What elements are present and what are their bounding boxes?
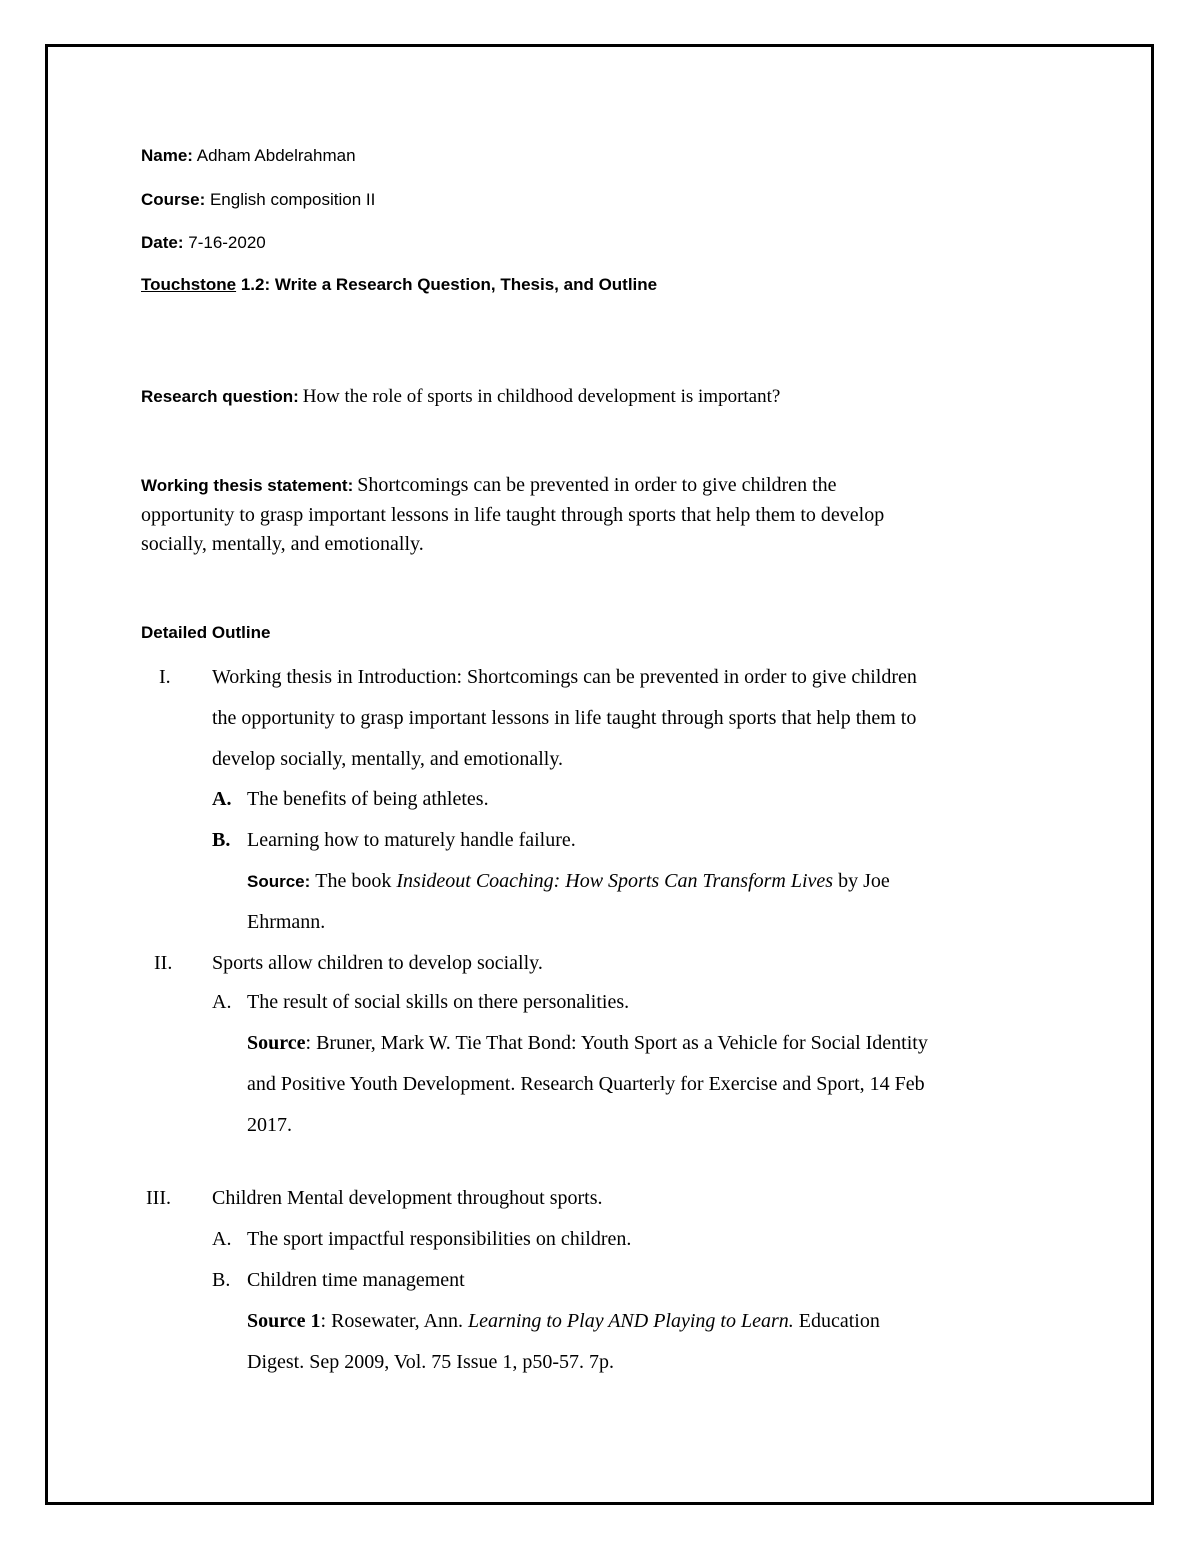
section-3-b-letter: B. (212, 1269, 231, 1291)
section-1-line-1: Working thesis in Introduction: Shortcomings can be prevented in order to give children (212, 666, 917, 688)
section-3-number: III. (146, 1187, 171, 1209)
section-2-a-letter: A. (212, 991, 232, 1013)
section-3-title: Children Mental development throughout sports. (212, 1187, 603, 1209)
section-2-source (247, 1032, 928, 1055)
section-2-source-line-2: and Positive Youth Development. Research Quarterly for Exercise and Sport, 14 Feb (247, 1073, 925, 1095)
touchstone-title: : Write a Research Question, Thesis, and Outline (264, 275, 658, 294)
section-3-a-letter: A. (212, 1228, 232, 1250)
section-2-title: Sports allow children to develop socially. (212, 952, 543, 974)
section-3-a-text: The sport impactful responsibilities on children. (247, 1228, 632, 1250)
section-2-a-text: The result of social skills on there personalities. (247, 991, 630, 1013)
section-1-b-text: Learning how to maturely handle failure. (247, 829, 576, 851)
date-label: Date: (141, 233, 184, 252)
section-1-source-post: by Joe (838, 870, 890, 892)
touchstone-link[interactable]: Touchstone (141, 275, 237, 294)
section-3-source-pre: : Rosewater, Ann. (320, 1310, 464, 1332)
section-1-number: I. (159, 666, 171, 688)
section-1-source-title: Insideout Coaching: How Sports Can Transform Lives (396, 870, 834, 892)
course-label: Course: (141, 190, 206, 209)
thesis-text-1: Shortcomings can be prevented in order to give children the (357, 474, 837, 496)
course-value: English composition II (209, 190, 376, 209)
section-3-b-text: Children time management (247, 1269, 465, 1291)
section-1-source-label: Source: (247, 872, 311, 891)
research-question (141, 386, 780, 408)
section-3-source-title: Learning to Play AND Playing to Learn. (468, 1310, 794, 1332)
name-value: Adham Abdelrahman (196, 146, 356, 165)
touchstone-number: 1.2 (240, 275, 265, 294)
section-3-source (247, 1310, 880, 1333)
section-2-source-label: Source (247, 1032, 306, 1054)
section-3-source-label: Source 1 (247, 1310, 321, 1332)
section-1-a-text: The benefits of being athletes. (247, 788, 489, 810)
name-label: Name: (141, 146, 193, 165)
section-2-source-line-3: 2017. (247, 1114, 292, 1136)
thesis-text-2: opportunity to grasp important lessons in life taught through sports that help them to develop (141, 504, 885, 526)
section-3-source-post: Education (798, 1310, 880, 1332)
section-3-source-line-2: Digest. Sep 2009, Vol. 75 Issue 1, p50-57. 7p. (247, 1351, 615, 1373)
thesis-line-1 (141, 474, 837, 497)
section-1-b-letter: B. (212, 829, 231, 851)
outline-heading: Detailed Outline (141, 623, 271, 642)
touchstone-line (141, 275, 657, 295)
section-1-a-letter: A. (212, 788, 232, 810)
section-2-number: II. (154, 952, 173, 974)
research-label: Research question: (141, 387, 299, 406)
thesis-label: Working thesis statement: (141, 476, 354, 495)
section-1-source-pre: The book (315, 870, 392, 892)
date-line (141, 233, 266, 253)
section-1-source-line-2: Ehrmann. (247, 911, 326, 933)
course-line (141, 190, 375, 210)
thesis-text-3: socially, mentally, and emotionally. (141, 533, 424, 555)
name-line (141, 146, 356, 166)
section-1-source (247, 870, 890, 893)
date-value: 7-16-2020 (188, 233, 266, 252)
section-1-line-3: develop socially, mentally, and emotionally. (212, 748, 564, 770)
research-text: How the role of sports in childhood development is important? (302, 386, 781, 407)
section-1-line-2: the opportunity to grasp important lessons in life taught through sports that help them to (212, 707, 917, 729)
section-2-source-line-1: : Bruner, Mark W. Tie That Bond: Youth Sport as a Vehicle for Social Identity (305, 1032, 928, 1054)
